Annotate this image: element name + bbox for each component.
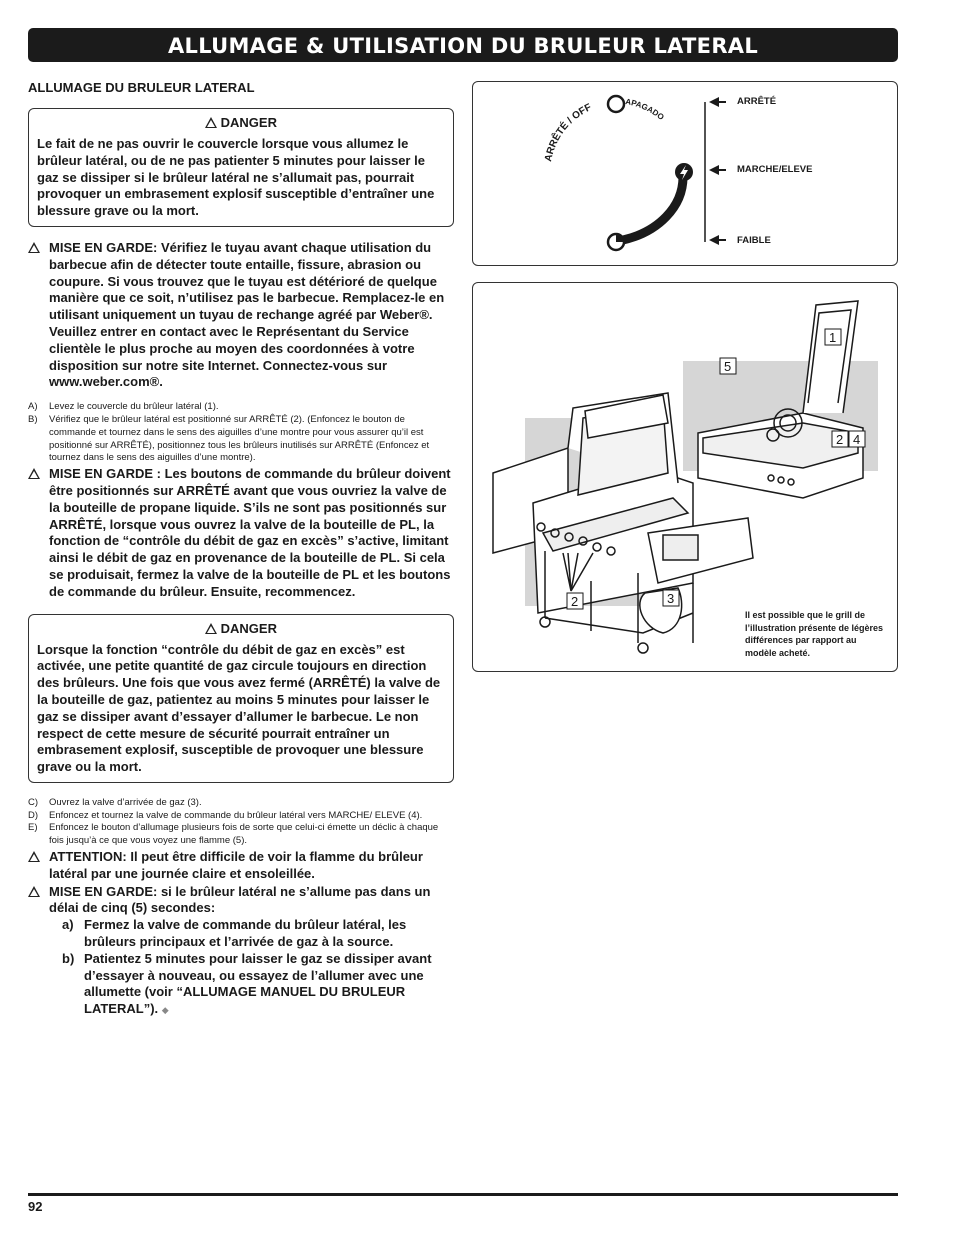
figure-note: Il est possible que le grill de l’illustration présente de légères différences par rapport au modèle acheté. (745, 610, 884, 658)
page-title: ALLUMAGE & UTILISATION DU BRULEUR LATERAL (167, 34, 759, 58)
step-b: B) Vérifiez que le brûleur latéral est positionné sur ARRÊTÉ (2). (Enfoncez le bouton de commande et tournez dans le sens des aiguilles d’une montre pour vous assurer qu’il est positionné sur ARRÊTÉ), positionnez tous les brûleurs inutilisés sur ARRÊTÉ (Enfoncez et tournez dans le sens des aiguilles d’une montre). (28, 413, 430, 464)
step-d: D) Enfoncez et tournez la valve de commande du brûleur latéral vers MARCHE/ ELEVE (4). (28, 809, 423, 821)
warning-triangle-icon (205, 117, 217, 128)
callout-5: 5 (724, 359, 732, 374)
step-a: A) Levez le couvercle du brûleur latéral (1). (28, 401, 219, 413)
dial-label-mid: MARCHE/ELEVE (737, 164, 813, 175)
dial-label-high: ARRÊTÉ (737, 96, 777, 107)
warning-paragraph-2: MISE EN GARDE : Les boutons de commande du brûleur doivent être positionnés sur ARRÊTÉ avant que vous ouvriez la valve de la bouteille de propane liquide. S’ils ne sont pas positionnés sur ARRÊTÉ, lorsque vous ouvrez la valve de la bouteille de PL, la fonction de “contrôle du débit de gaz en excès” s’active, limitant ainsi le débit de gaz en provenance de la bouteille de PL. Si cela se produisait, fermez la valve de la bouteille de PL et les boutons de commande du brûleur. Ensuite, recommencez. (28, 466, 454, 600)
callout-2-side: 2 (836, 432, 844, 447)
apagado-arc-label: APAGADO (624, 97, 666, 122)
danger-heading-2: DANGER (37, 621, 445, 636)
danger-heading-1: DANGER (37, 115, 445, 130)
warning-triangle-icon (28, 466, 40, 483)
warning-triangle-icon (28, 849, 40, 866)
steps-c-e (28, 797, 454, 848)
sub-step-b: b) Patientez 5 minutes pour laisser le gaz se dissiper avant d’essayer à nouveau, ou essayez de l’allumer avec une allumette (voir “ALLUMAGE MANUEL DU BRULEUR LATERAL”). ◆ (62, 950, 432, 1017)
page-number: 92 (28, 1199, 43, 1214)
warning-triangle-icon (28, 240, 40, 257)
end-diamond-icon: ◆ (161, 1005, 169, 1016)
danger-text-2: Lorsque la fonction “contrôle du débit de gaz en excès” est activée, une petite quantité de gaz circule toujours en direction des brûleurs. Une fois que vous avez fermé (ARRÊTÉ) la valve de la bouteille de gaz, patientez au moins 5 minutes pour laisser le gaz se dissiper avant d’essayer d’allumer le barbecue. Le non respect de cette mesure de sécurité pourrait entraîner un embrasement explosif, susceptible de provoquer une blessure grave ou la mort. (37, 641, 441, 775)
off-arc-label: ARRÊTÉ / OFF (543, 102, 594, 163)
step-c: C) Ouvrez la valve d’arrivée de gaz (3). (28, 796, 202, 808)
danger-box-2 (28, 614, 454, 783)
footer-rule (28, 1193, 898, 1196)
callout-2: 2 (571, 594, 579, 609)
callout-1: 1 (829, 330, 837, 345)
callout-3: 3 (667, 591, 675, 606)
page-title-bar (28, 28, 898, 62)
grill-figure (472, 282, 898, 672)
callout-4: 4 (853, 432, 861, 447)
warning-paragraph-3: MISE EN GARDE: si le brûleur latéral ne s’allume pas dans un délai de cinq (5) secondes: (28, 884, 454, 918)
warning-triangle-icon (205, 623, 217, 634)
danger-box-1 (28, 108, 454, 227)
left-column (28, 108, 454, 1019)
dial-label-low: FAIBLE (737, 235, 771, 246)
steps-a-b (28, 401, 454, 465)
danger-text-1: Le fait de ne pas ouvrir le couvercle lorsque vous allumez le brûleur latéral, ou de ne pas patienter 5 minutes pour laisser le gaz se dissiper si le brûleur latéral ne s’allumait pas, pourrait provoquer un embrasement explosif susceptible d’entraîner une blessure grave ou la mort. (37, 136, 435, 219)
attention-paragraph: ATTENTION: Il peut être difficile de voir la flamme du brûleur latéral par une journée claire et ensoleillée. (28, 849, 454, 883)
arrow-mid-icon (709, 165, 719, 175)
flame-level-curve (623, 177, 683, 240)
off-position-icon (608, 96, 624, 112)
section-heading: ALLUMAGE DU BRULEUR LATERAL (28, 80, 255, 95)
dial-figure (472, 81, 898, 266)
step-e: E) Enfoncez le bouton d’allumage plusieurs fois de sorte que celui-ci émette un déclic à chaque fois jusqu’à ce que vous voyez une flamme (5). (28, 822, 439, 847)
arrow-high-icon (709, 97, 719, 107)
warning-paragraph-1: MISE EN GARDE: Vérifiez le tuyau avant chaque utilisation du barbecue afin de détecter toute entaille, fissure, abrasion ou coupure. Si vous trouvez que le tuyau est détérioré de quelque manière que ce soit, n’utilisez pas le barbecue. Remplacez-le en utilisant uniquement un tuyau de rechange agréé par Weber®. Veuillez entrer en contact avec le Représentant du Service clientèle le plus proche au moyen des coordonnées à votre disposition sur notre site Internet. Connectez-vous sur www.weber.com®. (28, 240, 454, 391)
sub-step-a: a) Fermez la valve de commande du brûleur latéral, les brûleurs principaux et l’arrivée de gaz à la source. (62, 917, 407, 950)
dial-graphic (473, 82, 896, 264)
warning-triangle-icon (28, 884, 40, 901)
arrow-low-icon (709, 235, 719, 245)
